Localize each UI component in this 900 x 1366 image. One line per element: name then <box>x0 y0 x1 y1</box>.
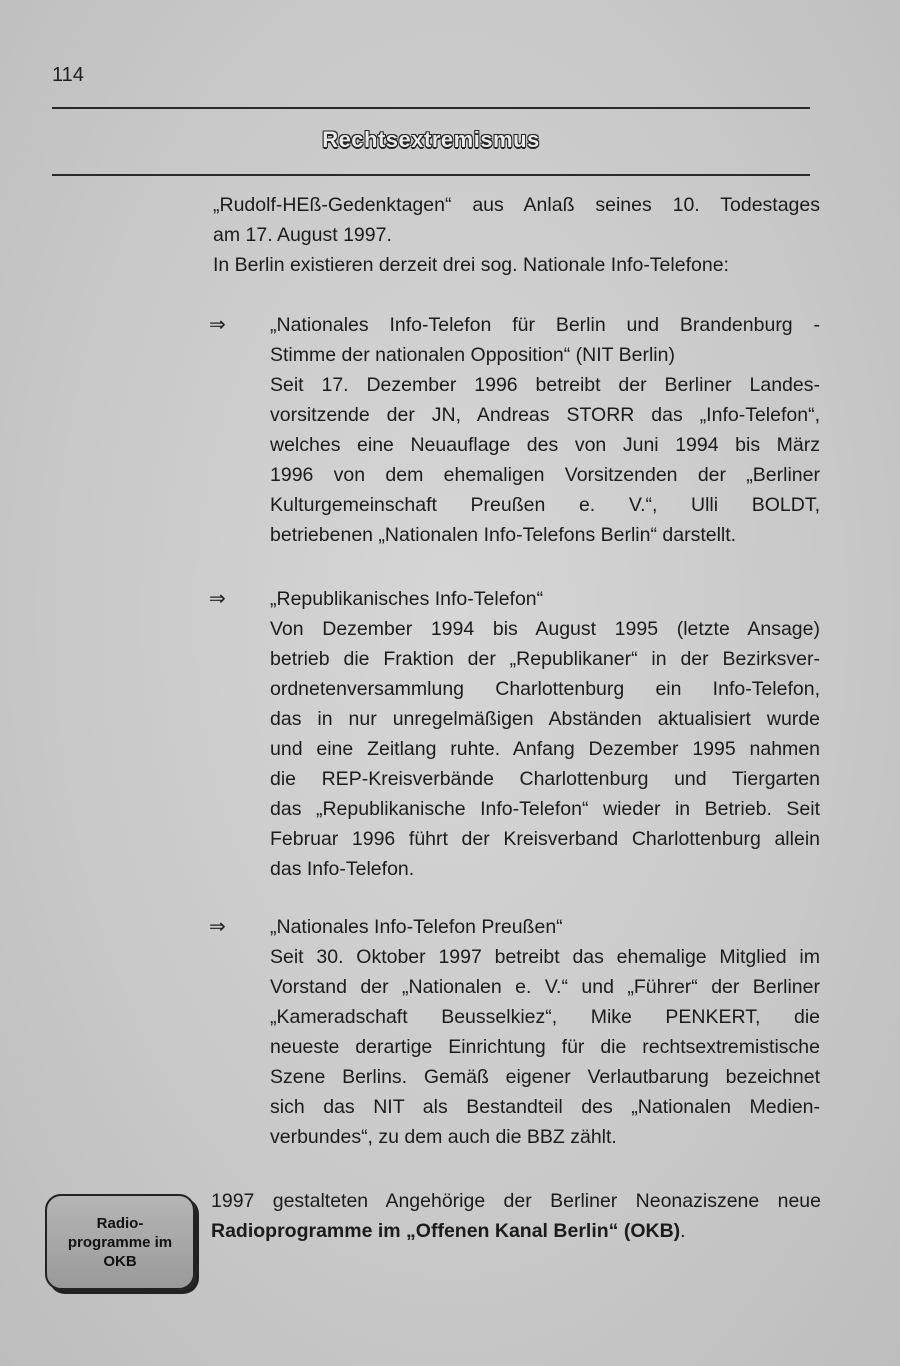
text-line: und eine Zeitlang ruhte. Anfang Dezember 1995 nahmen <box>270 738 820 760</box>
margin-note-line: Radio- <box>96 1214 144 1232</box>
text-line <box>211 1216 821 1246</box>
text-line: Seit 30. Oktober 1997 betreibt das ehemalige Mitglied im <box>270 946 820 968</box>
text-line: das Info-Telefon. <box>270 858 415 880</box>
margin-note-line: OKB <box>103 1252 137 1270</box>
text-line: betrieb die Fraktion der „Republikaner“ in der Bezirksver- <box>270 648 820 670</box>
text-line: „Nationales Info-Telefon für Berlin und Brandenburg - <box>270 314 820 336</box>
arrow-bullet-icon: ⇒ <box>209 588 226 610</box>
text-line: die REP-Kreisverbände Charlottenburg und Tiergarten <box>270 768 820 790</box>
text-line: das in nur unregelmäßigen Abständen aktualisiert wurde <box>270 708 820 730</box>
list-item-nit-berlin <box>270 310 820 550</box>
page-number: 114 <box>52 64 84 86</box>
text-line: verbundes“, zu dem auch die BBZ zählt. <box>270 1126 617 1148</box>
text-line: Szene Berlins. Gemäß eigener Verlautbarung bezeichnet <box>270 1066 820 1088</box>
arrow-bullet-icon: ⇒ <box>209 916 226 938</box>
text-line: neueste derartige Einrichtung für die rechtsextremistische <box>270 1036 820 1058</box>
text-line: „Republikanisches Info-Telefon“ <box>270 588 544 610</box>
text-line: welches eine Neuauflage des von Juni 1994 bis März <box>270 434 820 456</box>
text-line: Februar 1996 führt der Kreisverband Charlottenburg allein <box>270 828 820 850</box>
text-line: Vorstand der „Nationalen e. V.“ und „Führer“ der Berliner <box>270 976 820 998</box>
text-line: sich das NIT als Bestandteil des „Nationalen Medien- <box>270 1096 820 1118</box>
text-line: ordnetenversammlung Charlottenburg ein Info-Telefon, <box>270 678 820 700</box>
intro-paragraph <box>213 190 820 280</box>
text-line: Stimme der nationalen Opposition“ (NIT Berlin) <box>270 344 675 366</box>
list-item-republikanisches <box>270 584 820 884</box>
text-line: am 17. August 1997. <box>213 224 392 246</box>
bold-phrase: Radioprogramme im „Offenen Kanal Berlin“ (OKB) <box>211 1220 681 1242</box>
text-line: „Rudolf-HEß-Gedenktagen“ aus Anlaß seines 10. Todestages <box>213 194 820 216</box>
text-line: vorsitzende der JN, Andreas STORR das „Info-Telefon“, <box>270 404 820 426</box>
list-item-preussen <box>270 912 820 1152</box>
text-line: 1996 von dem ehemaligen Vorsitzenden der „Berliner <box>270 464 820 486</box>
margin-note-box <box>45 1194 195 1290</box>
text-line: Seit 17. Dezember 1996 betreibt der Berliner Landes- <box>270 374 820 396</box>
text-line: „Kameradschaft Beusselkiez“, Mike PENKERT, die <box>270 1006 820 1028</box>
text-line: betriebenen „Nationalen Info-Telefons Berlin“ darstellt. <box>270 524 737 546</box>
text-line: das „Republikanische Info-Telefon“ wieder in Betrieb. Seit <box>270 798 820 820</box>
text-line: Von Dezember 1994 bis August 1995 (letzte Ansage) <box>270 618 820 640</box>
text-line: „Nationales Info-Telefon Preußen“ <box>270 916 563 938</box>
running-header: Rechtsextremismus <box>322 127 540 152</box>
text-line: 1997 gestalteten Angehörige der Berliner Neonaziszene neue <box>211 1190 821 1212</box>
header-rule-bottom <box>52 174 810 176</box>
text-line: Kulturgemeinschaft Preußen e. V.“, Ulli BOLDT, <box>270 494 820 516</box>
arrow-bullet-icon: ⇒ <box>209 314 226 336</box>
sentence-end: . <box>680 1220 686 1242</box>
final-paragraph <box>211 1186 821 1246</box>
text-line: In Berlin existieren derzeit drei sog. Nationale Info-Telefone: <box>213 254 729 276</box>
margin-note-line: programme im <box>67 1233 173 1251</box>
header-rule-top <box>52 107 810 109</box>
